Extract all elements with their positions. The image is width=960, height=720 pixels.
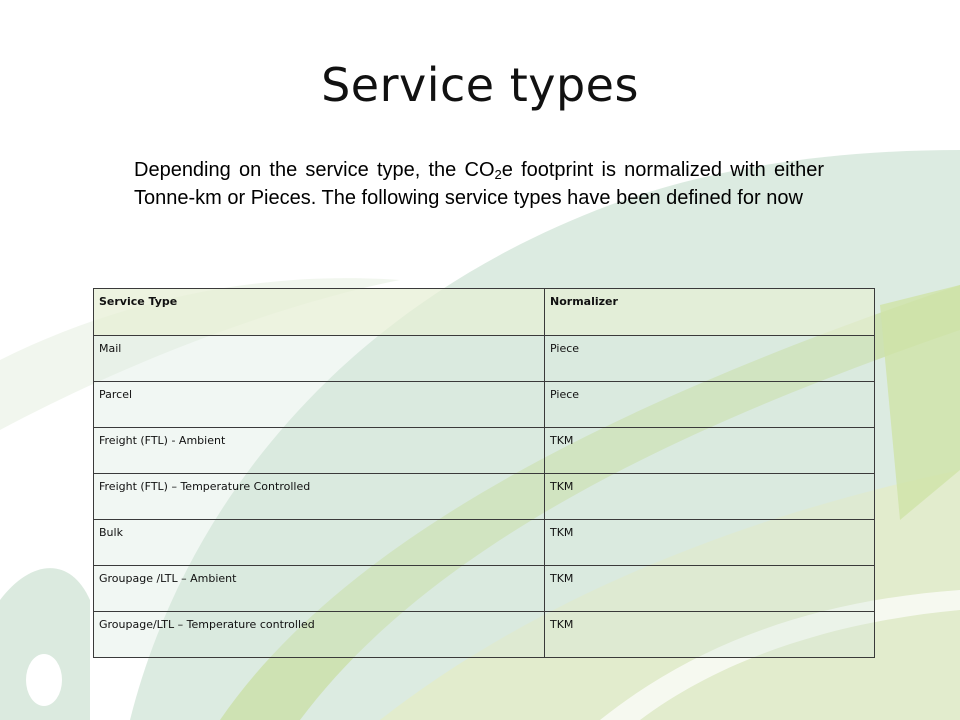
service-type-cell: Bulk (94, 520, 545, 566)
normalizer-cell: TKM (545, 566, 875, 612)
header-service-type: Service Type (94, 289, 545, 336)
service-type-cell: Freight (FTL) – Temperature Controlled (94, 474, 545, 520)
intro-text-before: Depending on the service type, the CO (134, 159, 495, 181)
table-row (94, 566, 875, 612)
service-type-cell: Mail (94, 336, 545, 382)
service-type-cell: Groupage/LTL – Temperature controlled (94, 612, 545, 658)
service-types-table (93, 288, 875, 658)
normalizer-cell: TKM (545, 428, 875, 474)
table-row (94, 612, 875, 658)
table-row (94, 382, 875, 428)
service-type-cell: Groupage /LTL – Ambient (94, 566, 545, 612)
intro-paragraph (134, 156, 824, 212)
table-row (94, 336, 875, 382)
normalizer-cell: Piece (545, 382, 875, 428)
co2-subscript: 2 (494, 167, 502, 182)
normalizer-cell: TKM (545, 474, 875, 520)
normalizer-cell: TKM (545, 612, 875, 658)
slide-title: Service types (321, 58, 639, 112)
table-row (94, 520, 875, 566)
service-type-cell: Freight (FTL) - Ambient (94, 428, 545, 474)
intro-text-after: e footprint is normalized with either Tonne-km or Pieces. The following service types have been defined for now (134, 159, 824, 209)
white-oval-decoration (26, 654, 62, 706)
table-row (94, 428, 875, 474)
normalizer-cell: Piece (545, 336, 875, 382)
normalizer-cell: TKM (545, 520, 875, 566)
header-normalizer: Normalizer (545, 289, 875, 336)
table-header-row (94, 289, 875, 336)
table-row (94, 474, 875, 520)
service-type-cell: Parcel (94, 382, 545, 428)
